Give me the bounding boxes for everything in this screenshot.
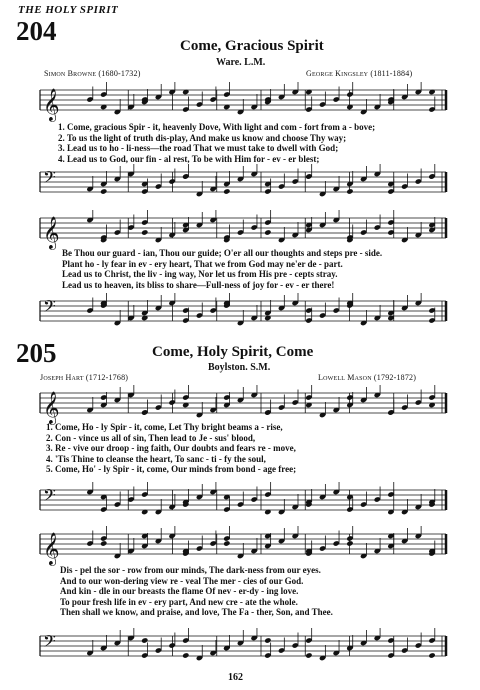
verse-line: Then shall we know, and praise, and love, The Fa - ther, Son, and Thee. bbox=[60, 607, 333, 617]
treble-clef-icon: 𝄞 bbox=[43, 532, 60, 565]
verse-line: 3. Re - vive our droop - ing faith, Our doubts and fears re - move, bbox=[46, 443, 296, 453]
music-staff-bass bbox=[0, 164, 480, 204]
note-head bbox=[346, 540, 353, 546]
music-staff-treble bbox=[0, 526, 480, 566]
verse-line: And kin - dle in our breasts the flame Of nev - er-dy - ing love. bbox=[60, 586, 299, 596]
note-head bbox=[100, 540, 107, 546]
verse-line: 5. Come, Ho' - ly Spir - it, come, Our minds from bond - age free; bbox=[46, 464, 297, 474]
music-staff-bass bbox=[0, 482, 480, 522]
verse-block bbox=[46, 422, 296, 475]
page-number: 162 bbox=[228, 672, 243, 683]
verse-line: 1. Come, Ho - ly Spir - it, come, Let Thy bright beams a - rise, bbox=[46, 422, 283, 432]
hymn-number: 205 bbox=[16, 338, 57, 368]
verse-line: 4. 'Tis Thine to cleanse the heart, To sanc - ti - fy the soul, bbox=[46, 453, 266, 464]
music-staff-treble bbox=[0, 385, 480, 425]
hymn-title: Come, Gracious Spirit bbox=[180, 38, 324, 54]
tune-name: Ware. L.M. bbox=[216, 57, 266, 68]
note-head bbox=[346, 188, 353, 194]
bass-clef-icon: 𝄢 bbox=[43, 631, 56, 655]
bass-clef-icon: 𝄢 bbox=[43, 167, 56, 191]
music-staff-treble bbox=[0, 210, 480, 250]
note-head bbox=[223, 540, 230, 546]
note-head bbox=[182, 652, 189, 658]
hymn-number: 204 bbox=[16, 16, 57, 46]
words-credit: Joseph Hart (1712-1768) bbox=[40, 373, 129, 382]
verse-line: 1. Come, gracious Spir - it, heavenly Dove, With light and com - fort from a - bove; bbox=[58, 122, 376, 132]
bass-clef-icon: 𝄢 bbox=[43, 296, 56, 320]
note-head bbox=[428, 652, 435, 658]
note-head bbox=[305, 652, 312, 658]
verse-line: 2. Con - vince us all of sin, Then lead to Je - sus' blood, bbox=[46, 432, 256, 443]
verse-line: 2. To us the light of truth dis-play, And make us know and choose Thy way; bbox=[58, 132, 347, 143]
verse-line: Lead us to Christ, the liv - ing way, Nor let us from His pre - cepts stray. bbox=[62, 269, 338, 279]
note-head bbox=[141, 229, 148, 235]
section-label: THE HOLY SPIRIT bbox=[18, 4, 119, 16]
verse-block bbox=[58, 122, 375, 164]
verse-line: To pour fresh life in ev - ery part, And new cre - ate the whole. bbox=[60, 596, 298, 607]
music-staff-bass bbox=[0, 628, 480, 668]
bass-clef-icon: 𝄢 bbox=[43, 485, 56, 509]
note-head bbox=[223, 188, 230, 194]
verse-line: Dis - pel the sor - row from our minds, The dark-ness from our eyes. bbox=[60, 565, 321, 575]
treble-clef-icon: 𝄞 bbox=[43, 88, 60, 121]
music-credit: George Kingsley (1811-1884) bbox=[306, 69, 413, 78]
words-credit: Simon Browne (1680-1732) bbox=[44, 69, 141, 78]
verse-line: Plant ho - ly fear in ev - ery heart, That we from God may ne'er de - part. bbox=[62, 258, 343, 269]
note-head bbox=[264, 229, 271, 235]
verse-line: 4. Lead us to God, our fin - al rest, To be with Him for - ev - er blest; bbox=[58, 153, 320, 164]
note-head bbox=[100, 188, 107, 194]
verse-block bbox=[60, 565, 333, 618]
hymn-title: Come, Holy Spirit, Come bbox=[152, 344, 314, 360]
verse-line: 3. Lead us to ho - li-ness—the road That we must take to dwell with God; bbox=[58, 143, 339, 153]
music-staff-treble bbox=[0, 82, 480, 122]
treble-clef-icon: 𝄞 bbox=[43, 216, 60, 249]
treble-clef-icon: 𝄞 bbox=[43, 391, 60, 424]
verse-line: Lead us to heaven, its bliss to share—Full-ness of joy for - ev - er there! bbox=[62, 279, 335, 290]
music-credit: Lowell Mason (1792-1872) bbox=[318, 373, 417, 382]
verse-block bbox=[62, 248, 382, 290]
music-staff-bass bbox=[0, 293, 480, 333]
verse-line: Be Thou our guard - ian, Thou our guide; O'er all our thoughts and steps pre - side. bbox=[62, 248, 383, 258]
tune-name: Boylston. S.M. bbox=[208, 362, 271, 373]
verse-line: And to our won-dering view re - veal The mer - cies of our God. bbox=[60, 575, 304, 586]
